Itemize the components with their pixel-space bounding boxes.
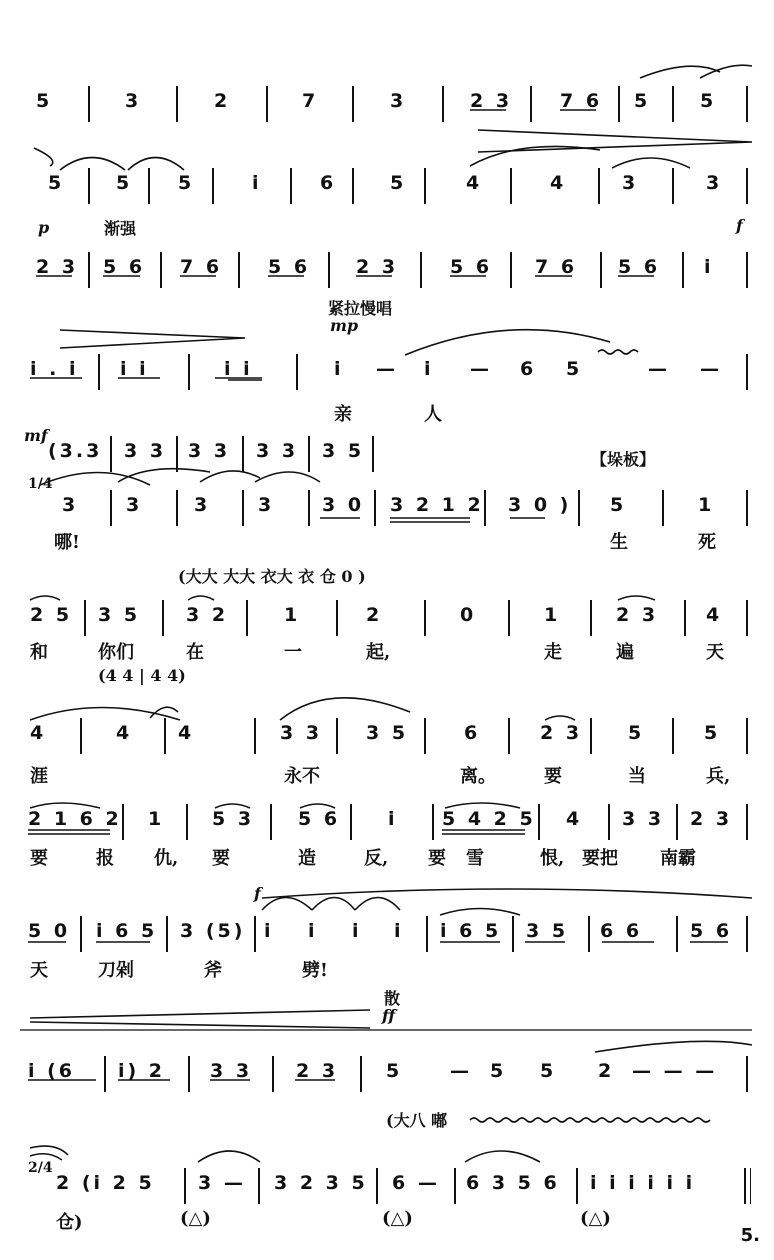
barline xyxy=(176,436,178,472)
lyric: 刀剁 xyxy=(98,960,134,981)
note: 5 xyxy=(566,358,583,380)
barline xyxy=(242,436,244,472)
lyric: 仓) xyxy=(56,1212,83,1233)
note: 5 xyxy=(610,494,627,516)
barline xyxy=(676,916,678,952)
barline xyxy=(186,804,188,840)
barline xyxy=(512,916,514,952)
barline xyxy=(88,86,90,122)
time-signature: 2/4 xyxy=(28,1160,53,1176)
note: 2 3 xyxy=(356,256,399,278)
barline xyxy=(672,168,674,204)
barline xyxy=(238,252,240,288)
note: 5 6 xyxy=(690,920,733,942)
note: 2 3 xyxy=(540,722,583,744)
barline xyxy=(746,354,748,390)
barline xyxy=(432,804,434,840)
barline xyxy=(270,804,272,840)
barline xyxy=(80,718,82,754)
barline xyxy=(360,1056,362,1092)
note: 5 xyxy=(116,172,133,194)
barline xyxy=(80,916,82,952)
lyric: 雪 xyxy=(466,848,484,869)
lyric: (△) xyxy=(580,1208,611,1229)
dash: — xyxy=(700,358,722,380)
barline xyxy=(576,1168,578,1204)
note: 0 xyxy=(460,604,477,626)
barline xyxy=(350,804,352,840)
note: 2 3 xyxy=(690,808,733,830)
barline xyxy=(746,1056,748,1092)
barline xyxy=(164,718,166,754)
note: 6 xyxy=(520,358,537,380)
barline xyxy=(352,168,354,204)
barline xyxy=(328,252,330,288)
note: 3 2 xyxy=(186,604,229,626)
barline xyxy=(590,718,592,754)
note: 4 xyxy=(30,722,47,744)
note: i xyxy=(334,358,344,380)
barline xyxy=(530,86,532,122)
note: 5 xyxy=(490,1060,507,1082)
barline xyxy=(424,168,426,204)
barline xyxy=(588,916,590,952)
dynamic-ff: ff xyxy=(382,1006,396,1025)
dynamic-mp: mp xyxy=(330,316,359,335)
lyric: 永不 xyxy=(284,766,320,787)
barline xyxy=(510,252,512,288)
note: 5 xyxy=(704,722,721,744)
barline xyxy=(176,490,178,526)
lyric: 恨, xyxy=(540,848,565,869)
note: 3 xyxy=(706,172,723,194)
barline xyxy=(662,490,664,526)
lyric: (△) xyxy=(180,1208,211,1229)
note: 3 0 ) xyxy=(508,494,572,516)
barline xyxy=(746,490,748,526)
barline xyxy=(272,1056,274,1092)
lyric: 起, xyxy=(366,642,391,663)
barline xyxy=(246,600,248,636)
note: 5 6 xyxy=(298,808,341,830)
barline xyxy=(454,1168,456,1204)
note: 5 xyxy=(628,722,645,744)
note: i . i xyxy=(30,358,79,380)
note: 5 xyxy=(48,172,65,194)
note: 1 xyxy=(698,494,715,516)
tempo-marking: 紧拉慢唱 xyxy=(328,299,393,318)
lyric: 南霸 xyxy=(660,848,696,869)
note: 5 0 xyxy=(28,920,71,942)
barline xyxy=(484,490,486,526)
barline xyxy=(424,718,426,754)
barline xyxy=(600,252,602,288)
lyric: 天 xyxy=(30,960,48,981)
note: 4 xyxy=(706,604,723,626)
barline xyxy=(266,86,268,122)
barline xyxy=(352,86,354,122)
barline xyxy=(608,804,610,840)
barline xyxy=(188,354,190,390)
barline xyxy=(538,804,540,840)
lyric: 要 xyxy=(544,766,562,787)
note: 3 xyxy=(390,90,407,112)
barline xyxy=(290,168,292,204)
note: 3 5 xyxy=(526,920,569,942)
note: 3 xyxy=(622,172,639,194)
barline xyxy=(122,804,124,840)
section-marker: 【垛板】 xyxy=(591,450,656,469)
note: 3 3 xyxy=(280,722,323,744)
note: 6 6 xyxy=(600,920,643,942)
note: 5 6 xyxy=(618,256,661,278)
lyric: 遍 xyxy=(616,642,634,663)
note: 6 xyxy=(320,172,337,194)
barline xyxy=(510,168,512,204)
note: 3 3 xyxy=(210,1060,253,1082)
barline xyxy=(98,354,100,390)
barline xyxy=(88,168,90,204)
note: i xyxy=(352,920,362,942)
note: 3 xyxy=(62,494,79,516)
note: i xyxy=(388,808,398,830)
barline xyxy=(104,1056,106,1092)
note: 3 xyxy=(258,494,275,516)
note: 2 5 xyxy=(30,604,73,626)
barline xyxy=(376,1168,378,1204)
note: 5 6 xyxy=(103,256,146,278)
note: 3 5 xyxy=(322,440,365,462)
lyric: 亲 xyxy=(334,404,352,425)
note: 4 xyxy=(466,172,483,194)
barline xyxy=(746,718,748,754)
lyric: 当 xyxy=(628,766,646,787)
note: 2 xyxy=(366,604,383,626)
note: 5 xyxy=(390,172,407,194)
note: 2 (i 2 5 xyxy=(56,1172,155,1194)
note: 5 6 xyxy=(268,256,311,278)
lyric: 和 xyxy=(30,642,48,663)
note: 5 xyxy=(540,1060,557,1082)
barline xyxy=(160,252,162,288)
note: (3.3 xyxy=(48,440,103,462)
note: i) 2 xyxy=(118,1060,166,1082)
barline xyxy=(254,718,256,754)
barline xyxy=(672,718,674,754)
dynamic-p: p xyxy=(38,218,50,237)
barline xyxy=(442,86,444,122)
note: 3 (5) xyxy=(180,920,246,942)
note: 6 — xyxy=(392,1172,440,1194)
note: 3 3 xyxy=(188,440,231,462)
barline xyxy=(308,436,310,472)
lyric: 涯 xyxy=(30,766,48,787)
barline xyxy=(746,804,748,840)
note: i xyxy=(252,172,262,194)
lyric: 兵, xyxy=(706,766,731,787)
note: 3 5 xyxy=(98,604,141,626)
note: 3 3 xyxy=(124,440,167,462)
barline xyxy=(336,718,338,754)
lyric: 在 xyxy=(186,642,204,663)
note: 6 xyxy=(464,722,481,744)
lyric: (△) xyxy=(382,1208,413,1229)
dash: — xyxy=(648,358,670,380)
note: 2 xyxy=(598,1060,615,1082)
note: 3 3 xyxy=(622,808,665,830)
dynamic-mf: mf xyxy=(24,426,48,445)
final-barline xyxy=(744,1168,746,1204)
barline xyxy=(166,916,168,952)
barline xyxy=(110,436,112,472)
note: 2 3 xyxy=(616,604,659,626)
dash-run: — — — xyxy=(632,1060,718,1082)
lyric: 仇, xyxy=(154,848,179,869)
lyric: 劈! xyxy=(302,960,328,981)
barline xyxy=(184,1168,186,1204)
note: 5 4 2 5 xyxy=(442,808,536,830)
lyric: 一 xyxy=(284,642,302,663)
barline xyxy=(242,490,244,526)
percussion-line: (4 4 | 4 4) xyxy=(98,666,186,685)
lyric: 要 xyxy=(212,848,230,869)
note: i xyxy=(308,920,318,942)
note: i xyxy=(394,920,404,942)
barline xyxy=(254,916,256,952)
barline xyxy=(258,1168,260,1204)
note: 7 6 xyxy=(560,90,603,112)
note: 6 3 5 6 xyxy=(466,1172,560,1194)
note: 5 xyxy=(178,172,195,194)
note: 3 0 xyxy=(322,494,365,516)
barline xyxy=(746,916,748,952)
note: 5 xyxy=(36,90,53,112)
crescendo-text: 渐强 xyxy=(104,219,137,238)
lyric: 要 xyxy=(428,848,446,869)
note: i i i i i i xyxy=(590,1172,696,1194)
note: 5 xyxy=(700,90,717,112)
percussion-line: (大大 大大 衣大 衣 仓 0 ) xyxy=(178,567,366,586)
lyric: 要 xyxy=(30,848,48,869)
barline xyxy=(508,600,510,636)
note: 3 5 xyxy=(366,722,409,744)
lyric: 斧 xyxy=(204,960,222,981)
barline xyxy=(508,718,510,754)
lyric: 天 xyxy=(706,642,724,663)
lyric: 死 xyxy=(698,532,716,553)
note: 2 xyxy=(214,90,231,112)
barline xyxy=(578,490,580,526)
lyric: 哪! xyxy=(54,532,80,553)
note: 3 2 1 2 xyxy=(390,494,484,516)
barline xyxy=(746,86,748,122)
barline xyxy=(746,600,748,636)
barline xyxy=(372,436,374,472)
barline xyxy=(746,168,748,204)
tempo-marking: 散 xyxy=(384,989,401,1008)
barline xyxy=(618,86,620,122)
barline xyxy=(336,600,338,636)
barline xyxy=(176,86,178,122)
note: 3 — xyxy=(198,1172,246,1194)
lyric: 走 xyxy=(544,642,562,663)
lyric: 你们 xyxy=(98,642,134,663)
barline xyxy=(212,168,214,204)
note: 5 6 xyxy=(450,256,493,278)
barline xyxy=(162,600,164,636)
lyric: 要把 xyxy=(582,848,618,869)
note: 5 xyxy=(634,90,651,112)
barline xyxy=(426,916,428,952)
note: — xyxy=(450,1060,472,1082)
note: i xyxy=(424,358,434,380)
barline xyxy=(424,600,426,636)
barline xyxy=(110,490,112,526)
dynamic-f: f xyxy=(254,884,261,903)
barline xyxy=(308,490,310,526)
barline xyxy=(188,1056,190,1092)
note: 3 xyxy=(125,90,142,112)
note: i 6 5 xyxy=(96,920,158,942)
note: 5 3 xyxy=(212,808,255,830)
lyric: 生 xyxy=(610,532,628,553)
note: 1 xyxy=(544,604,561,626)
note: 2 3 xyxy=(296,1060,339,1082)
lyric: 报 xyxy=(96,848,114,869)
note: 2 1 6 2 xyxy=(28,808,122,830)
lyric: 离。 xyxy=(460,766,496,787)
note: 7 xyxy=(302,90,319,112)
note: 4 xyxy=(116,722,133,744)
lyric: 造 xyxy=(298,848,316,869)
page-number: 5. xyxy=(740,1225,760,1246)
barline xyxy=(296,354,298,390)
dash: — xyxy=(376,358,398,380)
note: 1 xyxy=(148,808,165,830)
note: i (6 xyxy=(28,1060,76,1082)
barline xyxy=(598,168,600,204)
barline xyxy=(84,600,86,636)
barline xyxy=(374,490,376,526)
note: 4 xyxy=(550,172,567,194)
lyric: 反, xyxy=(364,848,389,869)
barline xyxy=(684,600,686,636)
note: 1 xyxy=(284,604,301,626)
note: i xyxy=(704,256,714,278)
note: 7 6 xyxy=(180,256,223,278)
barline xyxy=(590,600,592,636)
note: i i xyxy=(224,358,253,380)
percussion-line: (大八 嘟 xyxy=(386,1111,448,1130)
note: 2 3 xyxy=(36,256,79,278)
note: 5 xyxy=(386,1060,403,1082)
barline xyxy=(148,168,150,204)
note: 3 xyxy=(194,494,211,516)
note: i xyxy=(264,920,274,942)
note: 4 xyxy=(566,808,583,830)
note: i 6 5 xyxy=(440,920,502,942)
barline xyxy=(420,252,422,288)
barline xyxy=(682,252,684,288)
note: 7 6 xyxy=(535,256,578,278)
time-signature: 1/4 xyxy=(28,476,53,492)
dash: — xyxy=(470,358,492,380)
final-barline xyxy=(750,1168,751,1204)
note: i i xyxy=(120,358,149,380)
lyric: 人 xyxy=(424,404,442,425)
note: 2 3 xyxy=(470,90,513,112)
barline xyxy=(746,252,748,288)
barline xyxy=(676,804,678,840)
note: 4 xyxy=(178,722,195,744)
dynamic-f: f xyxy=(736,216,743,235)
barline xyxy=(672,86,674,122)
note: 3 xyxy=(126,494,143,516)
note: 3 2 3 5 xyxy=(274,1172,368,1194)
barline xyxy=(88,252,90,288)
note: 3 3 xyxy=(256,440,299,462)
